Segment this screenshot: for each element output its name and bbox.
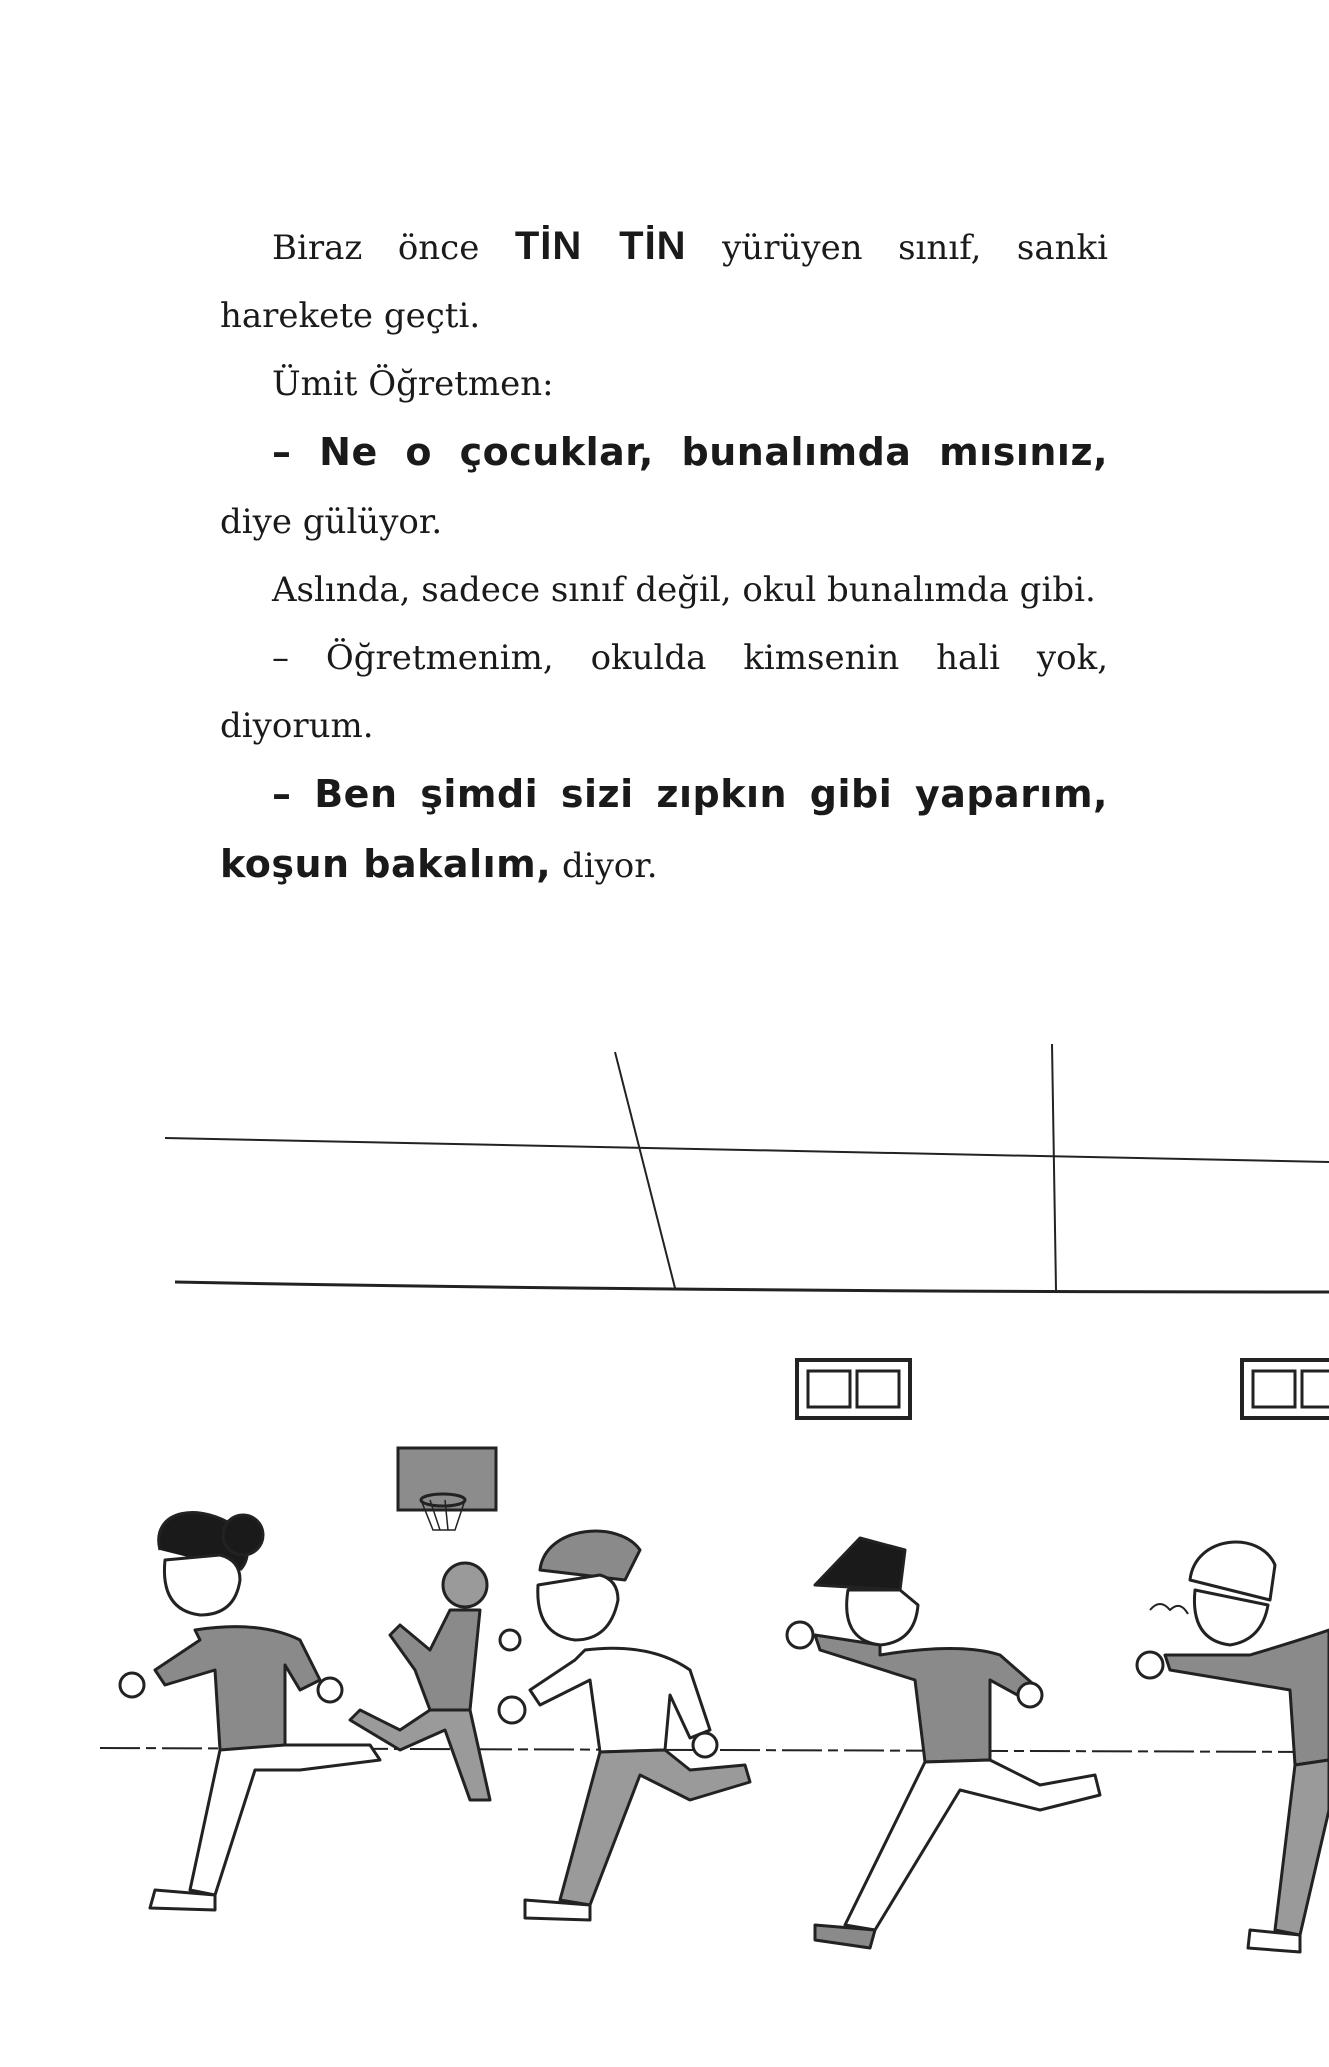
paragraph-5: – Öğretmenim, okulda kimsenin hali yok, diyorum.	[220, 638, 1108, 746]
running-student-icon	[120, 1513, 380, 1910]
paragraph-2: Ümit Öğretmen:	[272, 364, 554, 404]
paragraph-6	[220, 760, 1108, 900]
running-student-icon	[350, 1563, 520, 1800]
paragraph-1-pre: Biraz önce	[272, 228, 515, 268]
basketball-hoop-icon	[398, 1448, 496, 1530]
paragraph-4: Aslında, sadece sınıf değil, okul bunalımda gibi.	[272, 570, 1096, 610]
gym-window-icon	[1242, 1360, 1329, 1418]
story-text	[220, 212, 1108, 900]
teacher-dialog-2: – Ben şimdi sizi zıpkın gibi yaparım, koşun bakalım,	[220, 772, 1108, 886]
paragraph-3-post: diye gülüyor.	[220, 502, 443, 542]
paragraph-1-post: yürüyen sınıf, sanki harekete geçti.	[220, 228, 1108, 336]
paragraph-3	[220, 418, 1108, 556]
running-student-icon	[499, 1531, 750, 1920]
paragraph-6-post: diyor.	[551, 846, 658, 886]
gym-window-icon	[797, 1360, 910, 1418]
paragraph-1	[220, 212, 1108, 350]
tin-tin-emphasis: TİN TİN	[514, 224, 687, 268]
running-student-icon	[787, 1538, 1100, 1948]
teacher-dialog-1: – Ne o çocuklar, bunalımda mısınız,	[272, 430, 1108, 474]
running-student-icon	[1137, 1542, 1329, 1952]
gym-illustration	[0, 1030, 1329, 2030]
